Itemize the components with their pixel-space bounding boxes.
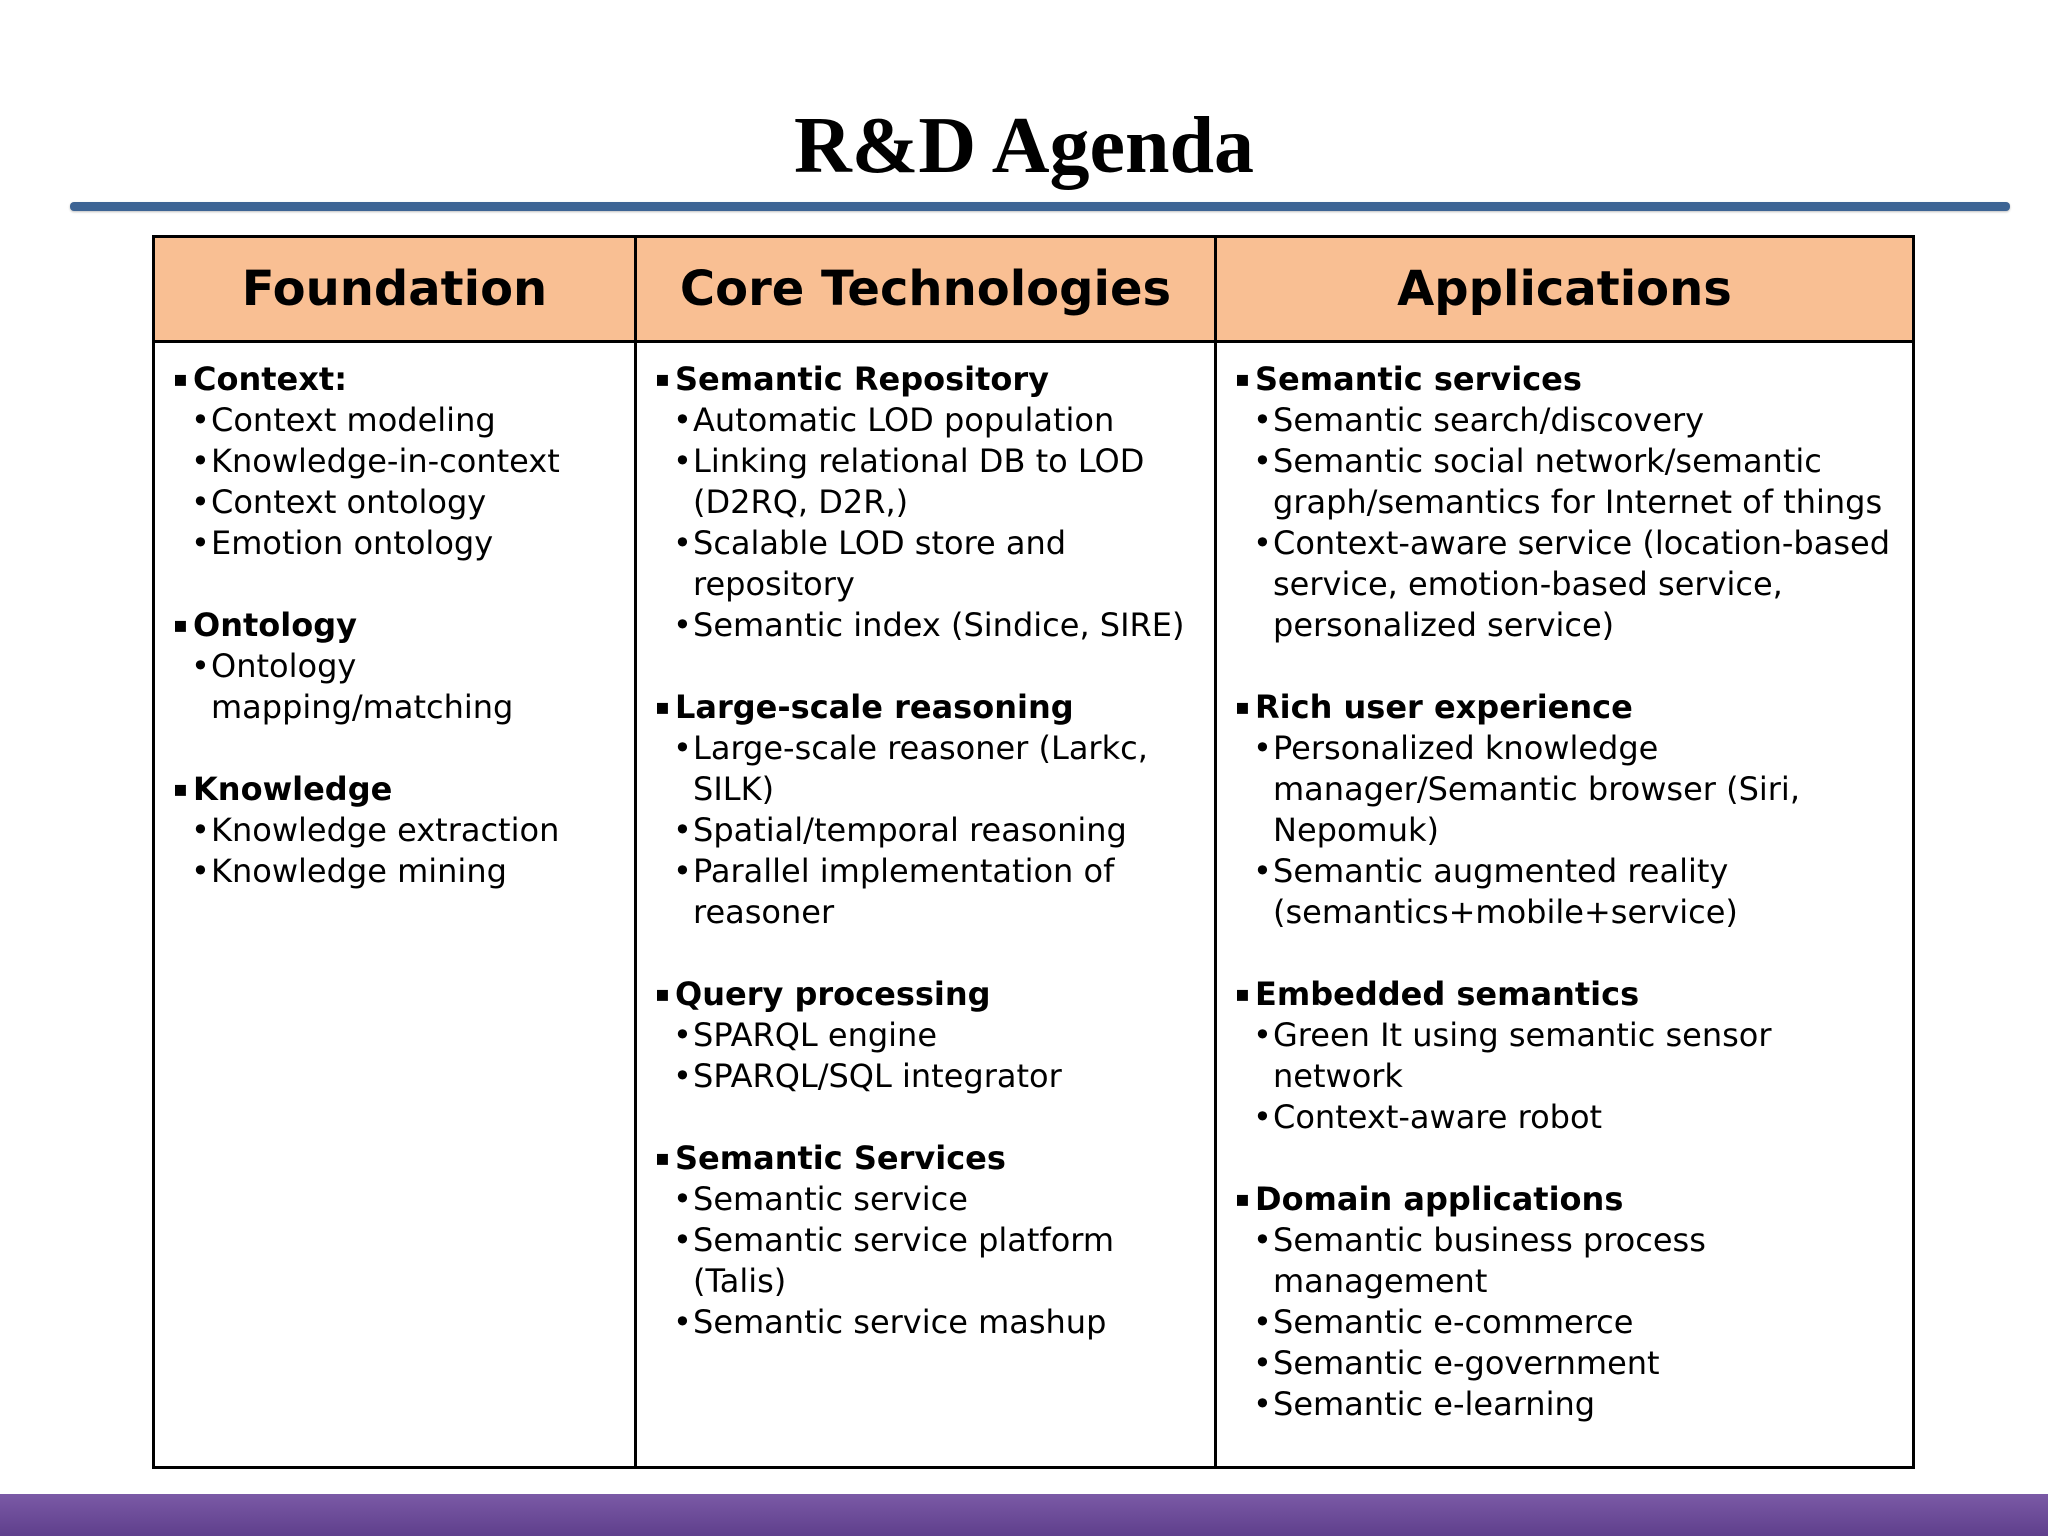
list-item-text: Context ontology (211, 483, 487, 521)
list-item (655, 1302, 1206, 1343)
agenda-section (655, 687, 1206, 933)
section-heading (655, 687, 1206, 728)
bullet-icon: • (673, 442, 692, 480)
list-item-text: Context modeling (211, 401, 496, 439)
list-item (655, 728, 1206, 810)
list-item-text: SPARQL engine (693, 1016, 938, 1054)
list-item-text: Semantic service platform (Talis) (693, 1221, 1115, 1300)
column-header-core-technologies: Core Technologies (636, 237, 1216, 342)
list-item-text: Semantic e-commerce (1273, 1303, 1634, 1341)
section-heading-text: Context: (193, 360, 347, 398)
agenda-section (173, 769, 626, 892)
section-heading (173, 359, 626, 400)
square-bullet-icon: ▪ (1235, 367, 1250, 392)
square-bullet-icon: ▪ (655, 982, 670, 1007)
bullet-icon: • (673, 524, 692, 562)
bullet-icon: • (1253, 1385, 1272, 1423)
list-item-text: Green It using semantic sensor network (1273, 1016, 1772, 1095)
list-item (655, 400, 1206, 441)
bullet-icon: • (191, 401, 210, 439)
list-item (655, 851, 1206, 933)
list-item (1235, 441, 1904, 523)
bullet-icon: • (1253, 442, 1272, 480)
section-heading (1235, 359, 1904, 400)
section-heading (173, 605, 626, 646)
bullet-icon: • (191, 647, 210, 685)
list-item (1235, 1343, 1904, 1384)
bullet-icon: • (1253, 1344, 1272, 1382)
square-bullet-icon: ▪ (1235, 982, 1250, 1007)
agenda-section (1235, 687, 1904, 933)
list-item (1235, 1384, 1904, 1425)
list-item-text: Knowledge-in-context (211, 442, 560, 480)
list-item (655, 1220, 1206, 1302)
column-applications (1216, 342, 1914, 1468)
list-item (655, 1179, 1206, 1220)
bullet-icon: • (673, 401, 692, 439)
list-item (1235, 851, 1904, 933)
list-item (173, 441, 626, 482)
bullet-icon: • (1253, 1303, 1272, 1341)
list-item-text: Automatic LOD population (693, 401, 1115, 439)
header-row (154, 237, 1914, 342)
list-item-text: Spatial/temporal reasoning (693, 811, 1127, 849)
agenda-section (655, 974, 1206, 1097)
square-bullet-icon: ▪ (655, 367, 670, 392)
slide-title: R&D Agenda (793, 102, 1255, 190)
section-heading (655, 359, 1206, 400)
section-heading (1235, 974, 1904, 1015)
bullet-icon: • (191, 442, 210, 480)
bullet-icon: • (673, 729, 692, 767)
bullet-icon: • (673, 811, 692, 849)
square-bullet-icon: ▪ (1235, 695, 1250, 720)
list-item (173, 810, 626, 851)
bullet-icon: • (1253, 524, 1272, 562)
bullet-icon: • (1253, 1221, 1272, 1259)
list-item (1235, 523, 1904, 646)
bullet-icon: • (1253, 852, 1272, 890)
list-item (173, 851, 626, 892)
content-row (154, 342, 1914, 1468)
list-item (1235, 728, 1904, 851)
list-item-text: Linking relational DB to LOD (D2RQ, D2R,) (693, 442, 1145, 521)
list-item (173, 400, 626, 441)
agenda-section (1235, 1179, 1904, 1425)
list-item-text: Context-aware robot (1273, 1098, 1603, 1136)
section-heading (655, 1138, 1206, 1179)
column-foundation (154, 342, 636, 1468)
list-item (173, 482, 626, 523)
section-heading-text: Knowledge (193, 770, 393, 808)
list-item (1235, 400, 1904, 441)
bullet-icon: • (673, 1057, 692, 1095)
list-item (655, 1015, 1206, 1056)
list-item (655, 441, 1206, 523)
section-heading-text: Semantic Repository (675, 360, 1050, 398)
section-heading-text: Rich user experience (1255, 688, 1633, 726)
agenda-table (152, 235, 1915, 1469)
list-item-text: Semantic augmented reality (semantics+mobile+service) (1273, 852, 1738, 931)
list-item-text: Semantic search/discovery (1273, 401, 1705, 439)
list-item-text: Semantic social network/semantic graph/semantics for Internet of things (1273, 442, 1883, 521)
list-item-text: Context-aware service (location-based service, emotion-based service, personalized service) (1273, 524, 1890, 644)
bullet-icon: • (191, 811, 210, 849)
section-heading-text: Semantic Services (675, 1139, 1006, 1177)
bullet-icon: • (673, 606, 692, 644)
bullet-icon: • (1253, 1098, 1272, 1136)
list-item-text: Large-scale reasoner (Larkc, SILK) (693, 729, 1148, 808)
list-item (173, 646, 626, 728)
list-item-text: SPARQL/SQL integrator (693, 1057, 1062, 1095)
list-item-text: Semantic e-government (1273, 1344, 1660, 1382)
section-heading (1235, 687, 1904, 728)
bullet-icon: • (673, 1221, 692, 1259)
section-heading (1235, 1179, 1904, 1220)
bullet-icon: • (1253, 729, 1272, 767)
square-bullet-icon: ▪ (655, 695, 670, 720)
square-bullet-icon: ▪ (173, 613, 188, 638)
square-bullet-icon: ▪ (173, 777, 188, 802)
list-item (655, 810, 1206, 851)
bullet-icon: • (191, 483, 210, 521)
list-item-text: Ontology mapping/matching (211, 647, 514, 726)
section-heading-text: Domain applications (1255, 1180, 1624, 1218)
list-item (1235, 1097, 1904, 1138)
list-item (655, 1056, 1206, 1097)
bullet-icon: • (673, 852, 692, 890)
list-item-text: Personalized knowledge manager/Semantic browser (Siri, Nepomuk) (1273, 729, 1800, 849)
bullet-icon: • (673, 1180, 692, 1218)
section-heading-text: Query processing (675, 975, 991, 1013)
column-header-applications: Applications (1216, 237, 1914, 342)
section-heading (173, 769, 626, 810)
list-item (655, 523, 1206, 605)
agenda-section (173, 605, 626, 728)
list-item (655, 605, 1206, 646)
list-item (1235, 1015, 1904, 1097)
list-item-text: Knowledge extraction (211, 811, 560, 849)
list-item-text: Semantic service (693, 1180, 968, 1218)
column-core-technologies (636, 342, 1216, 1468)
section-heading-text: Large-scale reasoning (675, 688, 1074, 726)
list-item-text: Semantic e-learning (1273, 1385, 1596, 1423)
list-item (1235, 1302, 1904, 1343)
square-bullet-icon: ▪ (655, 1146, 670, 1171)
section-heading-text: Semantic services (1255, 360, 1582, 398)
list-item-text: Emotion ontology (211, 524, 494, 562)
agenda-section (173, 359, 626, 564)
bullet-icon: • (191, 524, 210, 562)
bullet-icon: • (1253, 1016, 1272, 1054)
list-item (1235, 1220, 1904, 1302)
list-item (173, 523, 626, 564)
bullet-icon: • (673, 1303, 692, 1341)
list-item-text: Semantic business process management (1273, 1221, 1706, 1300)
list-item-text: Parallel implementation of reasoner (693, 852, 1115, 931)
agenda-section (1235, 359, 1904, 646)
square-bullet-icon: ▪ (1235, 1187, 1250, 1212)
column-header-foundation: Foundation (154, 237, 636, 342)
list-item-text: Semantic index (Sindice, SIRE) (693, 606, 1185, 644)
section-heading-text: Ontology (193, 606, 357, 644)
agenda-section (655, 1138, 1206, 1343)
list-item-text: Knowledge mining (211, 852, 507, 890)
bullet-icon: • (1253, 401, 1272, 439)
title-underline (70, 202, 2010, 211)
footer-bar (0, 1494, 2048, 1536)
list-item-text: Scalable LOD store and repository (693, 524, 1067, 603)
agenda-section (655, 359, 1206, 646)
bullet-icon: • (673, 1016, 692, 1054)
agenda-section (1235, 974, 1904, 1138)
square-bullet-icon: ▪ (173, 367, 188, 392)
section-heading (655, 974, 1206, 1015)
section-heading-text: Embedded semantics (1255, 975, 1640, 1013)
bullet-icon: • (191, 852, 210, 890)
list-item-text: Semantic service mashup (693, 1303, 1107, 1341)
